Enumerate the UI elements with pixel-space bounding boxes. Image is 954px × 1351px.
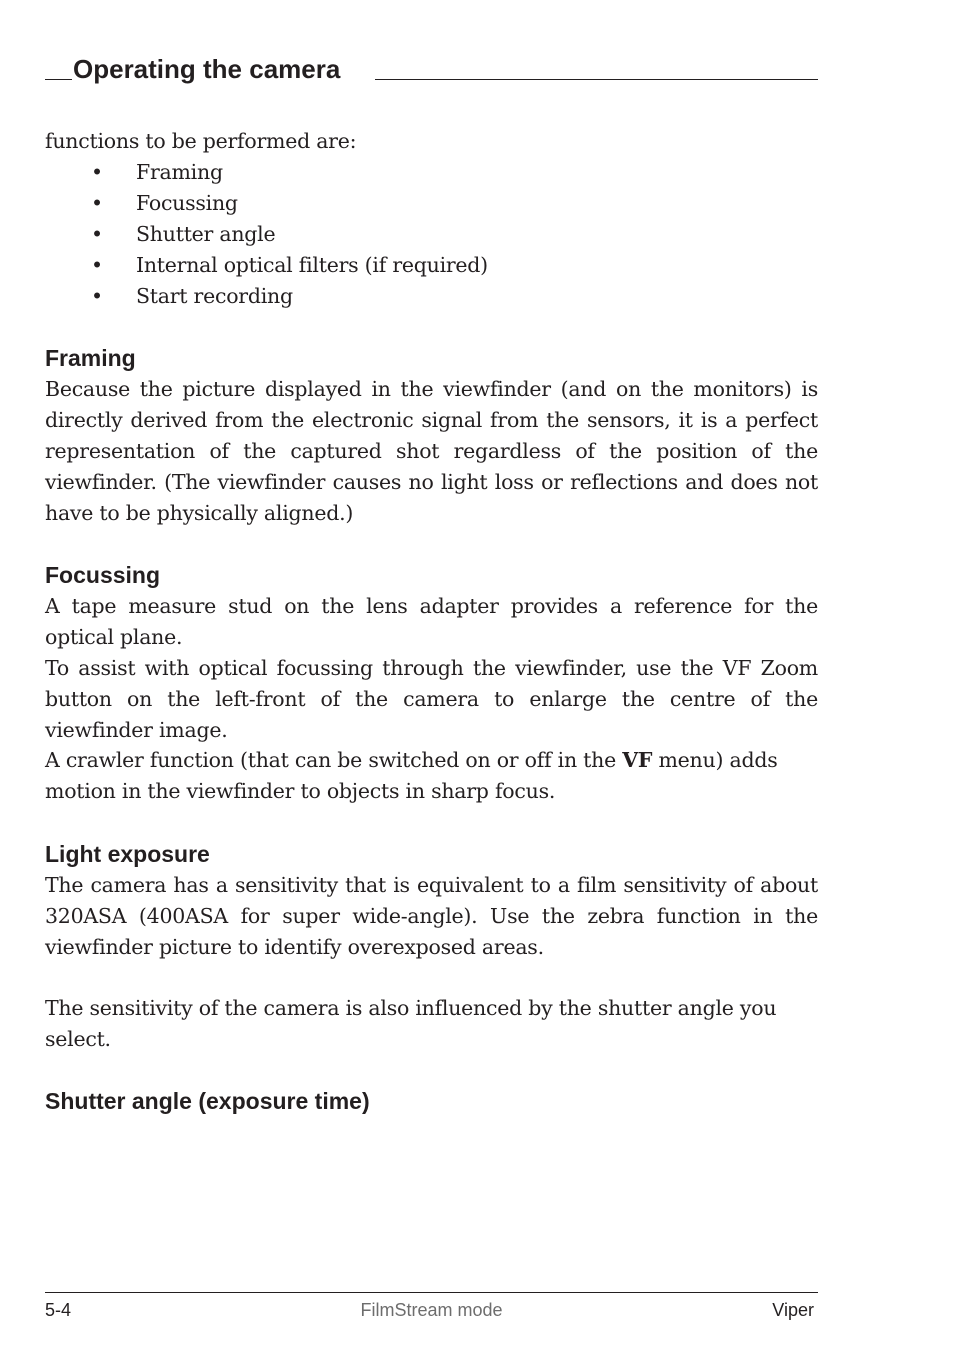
- list-item-text: Internal optical filters (if required): [136, 253, 488, 277]
- footer-section-name: FilmStream mode: [360, 1300, 503, 1320]
- bullet-icon: •: [91, 284, 103, 308]
- manual-page: [45, 0, 818, 1351]
- focussing-paragraph-1: A tape measure stud on the lens adapter provides a reference for the optical plane.: [45, 594, 818, 649]
- list-item: [45, 157, 818, 188]
- bullet-icon: •: [91, 253, 103, 277]
- footer-product-name: Viper: [772, 1300, 814, 1320]
- header-lead-rule: [45, 79, 72, 80]
- bullet-icon: •: [91, 191, 103, 215]
- framing-heading: Framing: [45, 345, 136, 371]
- list-item: [45, 219, 818, 250]
- list-item-text: Shutter angle: [136, 222, 276, 246]
- bullet-icon: •: [91, 160, 103, 184]
- page-number: 5-4: [45, 1300, 72, 1320]
- page-footer: [45, 1298, 818, 1322]
- crawler-text-end: menu) adds motion in the viewfinder to objects in sharp focus.: [45, 748, 778, 803]
- list-item-text: Framing: [136, 160, 223, 184]
- function-list: [45, 157, 818, 312]
- focussing-heading: Focussing: [45, 562, 161, 588]
- list-item: [45, 281, 818, 312]
- bullet-icon: •: [91, 222, 103, 246]
- vf-menu-name: VF: [622, 748, 653, 772]
- focussing-paragraph-3: [45, 745, 818, 807]
- page-header: [45, 52, 818, 82]
- intro-text: functions to be performed are:: [45, 129, 357, 153]
- header-tail-rule: [375, 79, 818, 80]
- footer-rule: [45, 1292, 818, 1293]
- list-item-text: Focussing: [136, 191, 238, 215]
- list-item-text: Start recording: [136, 284, 293, 308]
- crawler-text-start: A crawler function (that can be switched on or off in the: [45, 748, 623, 772]
- shutter-angle-heading: Shutter angle (exposure time): [45, 1088, 370, 1114]
- focussing-paragraph-2: To assist with optical focussing through the viewfinder, use the VF Zoom button on the left-front of the camera to enlarge the centre of the viewfinder image.: [45, 656, 818, 742]
- light-exposure-heading: Light exposure: [45, 841, 210, 867]
- light-exposure-paragraph-1: The camera has a sensitivity that is equivalent to a film sensitivity of about 320ASA (400ASA for super wide-angle). Use the zebra function in the viewfinder picture to identify overexposed areas.: [45, 873, 818, 959]
- light-exposure-paragraph-2: The sensitivity of the camera is also influenced by the shutter angle you select.: [45, 996, 777, 1051]
- list-item: [45, 250, 818, 281]
- page-title: Operating the camera: [73, 54, 341, 84]
- list-item: [45, 188, 818, 219]
- framing-paragraph: Because the picture displayed in the viewfinder (and on the monitors) is directly derived from the electronic signal from the sensors, it is a perfect representation of the captured shot regardless of the position of the viewfinder. (The viewfinder causes no light loss or reflections and does not have to be physically aligned.): [45, 377, 818, 525]
